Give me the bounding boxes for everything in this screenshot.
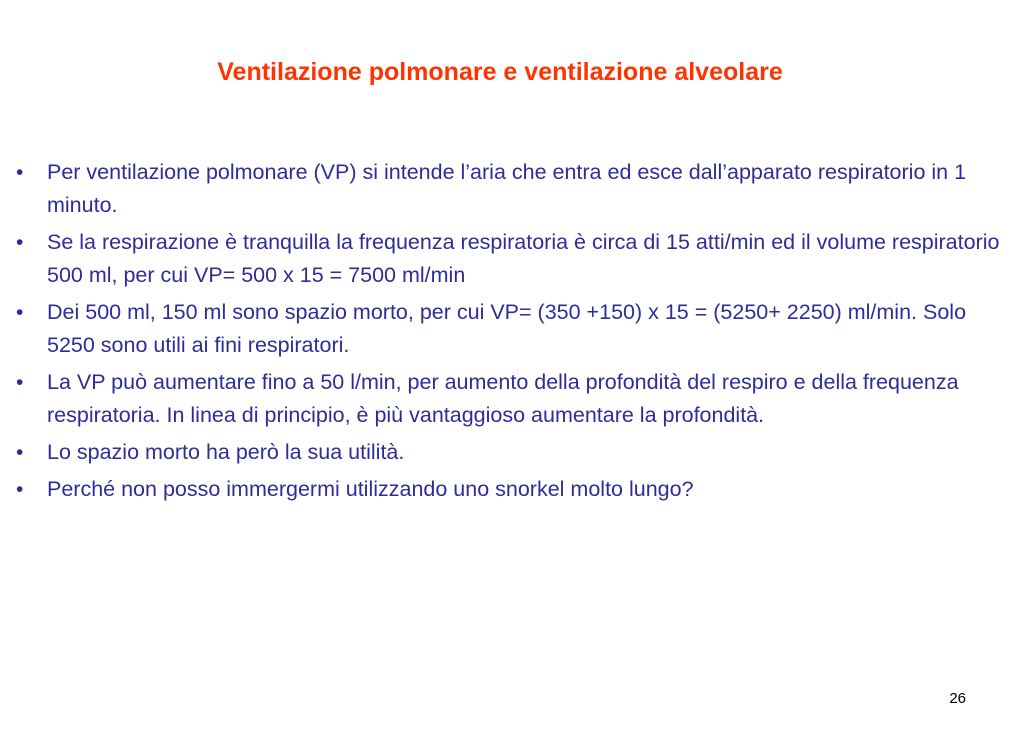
bullet-text: Se la respirazione è tranquilla la frequenza respiratoria è circa di 15 atti/min ed il volume respiratorio 500 ml, per cui VP= 500 x 15 = 7500 ml/min	[47, 230, 1000, 287]
bullet-marker: •	[16, 301, 24, 324]
bullet-text: Perché non posso immergermi utilizzando uno snorkel molto lungo?	[47, 477, 694, 501]
bullet-list	[14, 156, 1004, 510]
bullet-marker: •	[16, 231, 24, 254]
page-number: 26	[949, 690, 966, 707]
bullet-item	[14, 436, 1004, 469]
bullet-text: La VP può aumentare fino a 50 l/min, per aumento della profondità del respiro e della frequenza respiratoria. In linea di principio, è più vantaggioso aumentare la profondità.	[47, 370, 959, 427]
bullet-item	[14, 156, 1004, 222]
bullet-text: Lo spazio morto ha però la sua utilità.	[47, 440, 405, 464]
bullet-item	[14, 226, 1004, 292]
bullet-item	[14, 473, 1004, 506]
bullet-text: Per ventilazione polmonare (VP) si intende l’aria che entra ed esce dall’apparato respiratorio in 1 minuto.	[47, 160, 967, 217]
slide-title: Ventilazione polmonare e ventilazione alveolare	[217, 58, 783, 86]
bullet-item	[14, 366, 1004, 432]
bullet-marker: •	[16, 161, 24, 184]
bullet-marker: •	[16, 441, 24, 464]
bullet-marker: •	[16, 371, 24, 394]
bullet-marker: •	[16, 478, 24, 501]
bullet-text: Dei 500 ml, 150 ml sono spazio morto, per cui VP= (350 +150) x 15 = (5250+ 2250) ml/min. Solo 5250 sono utili ai fini respiratori.	[47, 300, 967, 357]
bullet-item	[14, 296, 1004, 362]
